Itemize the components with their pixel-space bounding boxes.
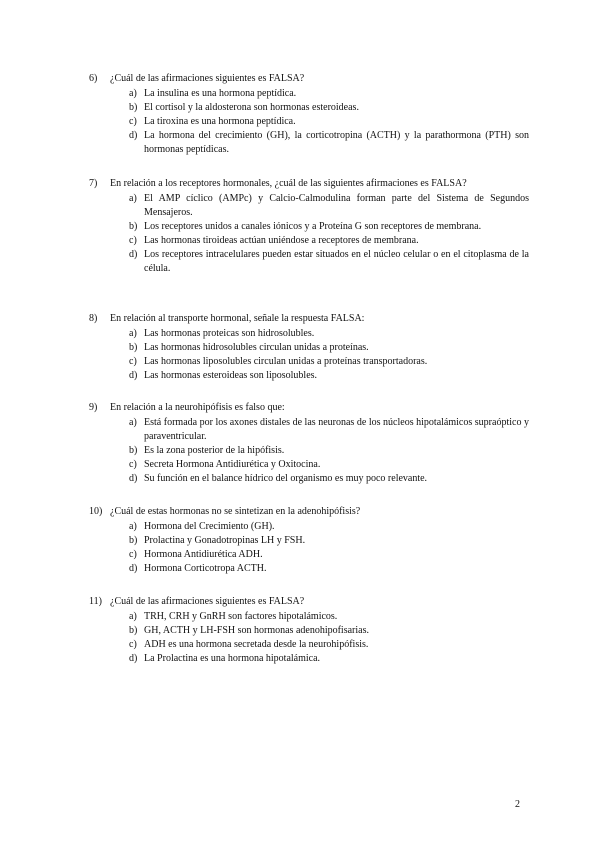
page-number: 2	[515, 799, 520, 810]
question-number: 6)	[89, 73, 98, 84]
option-text: Las hormonas esteroideas son liposolubles.	[144, 370, 318, 381]
option-letter: b)	[129, 342, 138, 353]
option-b	[129, 101, 529, 115]
question-10	[89, 505, 529, 576]
question-number: 11)	[89, 596, 102, 607]
option-letter: c)	[129, 639, 137, 650]
option-b	[129, 624, 529, 638]
question-number: 7)	[89, 178, 98, 189]
options-list	[129, 416, 529, 486]
question-6	[89, 72, 529, 157]
question-9	[89, 401, 529, 486]
option-text: GH, ACTH y LH-FSH son hormonas adenohipofisarias.	[144, 625, 369, 636]
option-letter: c)	[129, 116, 137, 127]
question-text: ¿Cuál de estas hormonas no se sintetizan en la adenohipófisis?	[110, 506, 361, 517]
option-text: TRH, CRH y GnRH son factores hipotalámicos.	[144, 611, 338, 622]
option-text: Las hormonas liposolubles circulan unidas a proteínas transportadoras.	[144, 356, 428, 367]
option-letter: a)	[129, 521, 137, 532]
option-text: El cortisol y la aldosterona son hormonas esteroideas.	[144, 102, 359, 113]
option-letter: d)	[129, 370, 138, 381]
option-letter: b)	[129, 221, 138, 232]
option-text: Prolactina y Gonadotropinas LH y FSH.	[144, 535, 306, 546]
option-c	[129, 115, 529, 129]
option-letter: c)	[129, 549, 137, 560]
options-list	[129, 520, 529, 576]
option-text: Su función en el balance hídrico del organismo es muy poco relevante.	[144, 473, 428, 484]
option-text: La insulina es una hormona peptídica.	[144, 88, 297, 99]
question-number: 10)	[89, 506, 103, 517]
question-number: 9)	[89, 402, 98, 413]
option-b	[129, 341, 529, 355]
options-list	[129, 610, 529, 666]
option-text: La hormona del crecimiento (GH), la corticotropina (ACTH) y la parathormona (PTH) son hormonas peptídicas.	[144, 130, 529, 155]
option-text: Hormona Corticotropa ACTH.	[144, 563, 267, 574]
question-8	[89, 312, 529, 383]
option-text: Hormona Antidiurética ADH.	[144, 549, 263, 560]
option-b	[129, 534, 529, 548]
options-list	[129, 327, 529, 383]
question-text: En relación a los receptores hormonales, ¿cuál de las siguientes afirmaciones es FALSA?	[110, 178, 467, 189]
option-d	[129, 652, 529, 666]
option-a	[129, 520, 529, 534]
question-11	[89, 595, 529, 666]
option-a	[129, 416, 529, 444]
option-c	[129, 458, 529, 472]
option-letter: d)	[129, 249, 138, 260]
question-7	[89, 177, 529, 276]
option-letter: a)	[129, 417, 137, 428]
question-text: En relación al transporte hormonal, señale la respuesta FALSA:	[110, 313, 365, 324]
option-letter: a)	[129, 88, 137, 99]
option-a	[129, 87, 529, 101]
option-text: Es la zona posterior de la hipófisis.	[144, 445, 285, 456]
option-a	[129, 327, 529, 341]
question-stem	[89, 72, 529, 86]
option-text: ADH es una hormona secretada desde la neurohipófisis.	[144, 639, 369, 650]
option-text: Está formada por los axones distales de las neuronas de los núcleos hipotalámicos supraóptico y paraventricular.	[144, 417, 529, 442]
option-b	[129, 220, 529, 234]
option-d	[129, 562, 529, 576]
question-stem	[89, 177, 529, 191]
option-letter: c)	[129, 356, 137, 367]
option-letter: d)	[129, 130, 138, 141]
option-text: Secreta Hormona Antidiurética y Oxitocina.	[144, 459, 321, 470]
question-stem	[89, 401, 529, 415]
option-text: Hormona del Crecimiento (GH).	[144, 521, 275, 532]
option-letter: a)	[129, 611, 137, 622]
option-letter: d)	[129, 653, 138, 664]
option-letter: b)	[129, 625, 138, 636]
option-text: Los receptores unidos a canales iónicos y a Proteína G son receptores de membrana.	[144, 221, 482, 232]
option-letter: c)	[129, 459, 137, 470]
option-b	[129, 444, 529, 458]
option-letter: b)	[129, 535, 138, 546]
option-letter: a)	[129, 328, 137, 339]
option-c	[129, 234, 529, 248]
option-c	[129, 638, 529, 652]
option-d	[129, 369, 529, 383]
question-text: En relación a la neurohipófisis es falso que:	[110, 402, 285, 413]
option-a	[129, 610, 529, 624]
question-text: ¿Cuál de las afirmaciones siguientes es FALSA?	[110, 596, 305, 607]
option-text: Las hormonas hidrosolubles circulan unidas a proteínas.	[144, 342, 369, 353]
option-text: Las hormonas proteicas son hidrosolubles.	[144, 328, 315, 339]
option-d	[129, 129, 529, 157]
options-list	[129, 87, 529, 157]
option-text: El AMP cíclico (AMPc) y Calcio-Calmodulina forman parte del Sistema de Segundos Mensajeros.	[144, 193, 529, 218]
question-stem	[89, 312, 529, 326]
option-letter: d)	[129, 473, 138, 484]
question-stem	[89, 595, 529, 609]
option-letter: d)	[129, 563, 138, 574]
option-letter: b)	[129, 102, 138, 113]
option-a	[129, 192, 529, 220]
option-c	[129, 548, 529, 562]
options-list	[129, 192, 529, 276]
option-d	[129, 472, 529, 486]
option-c	[129, 355, 529, 369]
question-text: ¿Cuál de las afirmaciones siguientes es FALSA?	[110, 73, 305, 84]
option-text: Los receptores intracelulares pueden estar situados en el núcleo celular o en el citoplasma de la célula.	[144, 249, 529, 274]
option-letter: b)	[129, 445, 138, 456]
option-text: La Prolactina es una hormona hipotalámica.	[144, 653, 321, 664]
option-d	[129, 248, 529, 276]
question-stem	[89, 505, 529, 519]
option-letter: c)	[129, 235, 137, 246]
question-number: 8)	[89, 313, 98, 324]
option-text: La tiroxina es una hormona peptídica.	[144, 116, 296, 127]
option-letter: a)	[129, 193, 137, 204]
option-text: Las hormonas tiroideas actúan uniéndose a receptores de membrana.	[144, 235, 419, 246]
